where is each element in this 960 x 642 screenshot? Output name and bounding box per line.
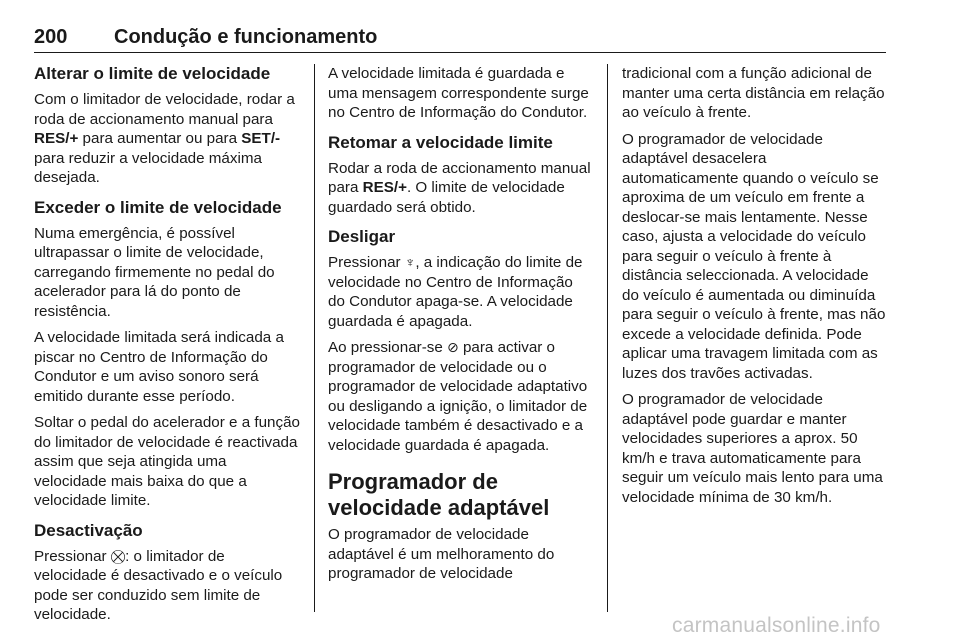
res-plus-label: RES/+	[362, 179, 407, 196]
set-minus-label: SET/-	[241, 130, 281, 147]
column-1	[34, 64, 300, 632]
text: . O limite de velocidade guardado será obtido.	[328, 179, 565, 216]
paragraph: Soltar o pedal do acelerador e a função do limitador de velocidade é reactivada assim que seja atingida uma velocidade mais baixa do que a velocidade limite.	[34, 414, 300, 509]
column-3	[622, 64, 886, 514]
paragraph: O programador de velocidade adaptável desacelera automaticamente quando o veículo se aproxima de um veículo em frente a deslocar-se mais lentamente. Nesse caso, ajusta a velocidade do veículo para seguir o veículo à frente à distância seleccionada. A velocidade do veículo é aumentada ou diminuída para seguir o veículo à frente, mas não excede a velocidade definida. Pode aplicar uma travagem limitada com as luzes dos travões activadas.	[622, 130, 886, 382]
text: para aumentar ou para	[78, 130, 242, 147]
paragraph: tradicional com a função adicional de manter uma certa distância em relação ao veículo à frente.	[622, 65, 885, 121]
text: Rodar a roda de accionamento manual para	[328, 159, 591, 196]
paragraph: A velocidade limitada será indicada a piscar no Centro de Informação do Condutor e um aviso sonoro será emitido durante esse período.	[34, 329, 284, 405]
section-title: Condução e funcionamento	[114, 26, 378, 48]
watermark: carmanualsonline.info	[672, 614, 881, 637]
paragraph: O programador de velocidade adaptável pode guardar e manter velocidades superiores a aprox. 50 km/h e trava automaticamente para seguir um veículo mais lento para uma velocidade mínima de 30 km/h.	[622, 391, 883, 506]
column-2	[328, 64, 593, 591]
column-divider	[607, 64, 608, 612]
page-header	[34, 26, 886, 53]
paragraph: O programador de velocidade adaptável é um melhoramento do programador de velocidade	[328, 526, 555, 582]
text: Ao pressionar-se	[328, 339, 448, 356]
speed-limiter-off-icon: ⛒	[110, 547, 126, 564]
text: para reduzir a velocidade máxima desejada.	[34, 149, 262, 186]
paragraph	[34, 547, 300, 625]
page-number: 200	[34, 26, 68, 48]
speed-limiter-icon: ♆	[404, 254, 416, 270]
cruise-control-icon: ⊘	[447, 339, 459, 355]
text: Pressionar	[34, 547, 111, 565]
heading-exceder-limite: Exceder o limite de velocidade	[34, 197, 282, 217]
heading-retomar-limite: Retomar a velocidade limite	[328, 132, 553, 152]
text: , a indicação do limite de velocidade no Centro de Informação do Condutor apaga-se. A velocidade guardada é apagada.	[328, 254, 583, 330]
heading-programador-adaptavel: Programador de velocidade adaptável	[328, 469, 550, 520]
column-divider	[314, 64, 315, 612]
heading-desactivacao: Desactivação	[34, 520, 143, 540]
res-plus-label: RES/+	[34, 130, 79, 147]
paragraph: Numa emergência, é possível ultrapassar o limite de velocidade, carregando firmemente no pedal do acelerador para lá do ponto de resistência.	[34, 224, 275, 320]
text: : o limitador de velocidade é desactivado e o veículo pode ser conduzido sem limite de velocidade.	[34, 547, 283, 623]
text: Com o limitador de velocidade, rodar a roda de accionamento manual para	[34, 91, 295, 128]
text: para activar o programador de velocidade ou o programador de velocidade adaptativo ou desligando a ignição, o limitador de velocidade também é desactivado e a velocidade guardada é apagada.	[328, 339, 588, 454]
paragraph	[328, 159, 593, 218]
heading-alterar-limite: Alterar o limite de velocidade	[34, 64, 271, 83]
heading-desligar: Desligar	[328, 227, 396, 246]
paragraph: A velocidade limitada é guardada e uma mensagem correspondente surge no Centro de Informação do Condutor.	[328, 65, 589, 121]
text: Pressionar	[328, 254, 405, 271]
paragraph	[328, 253, 593, 331]
paragraph	[328, 338, 593, 455]
paragraph	[34, 90, 300, 188]
